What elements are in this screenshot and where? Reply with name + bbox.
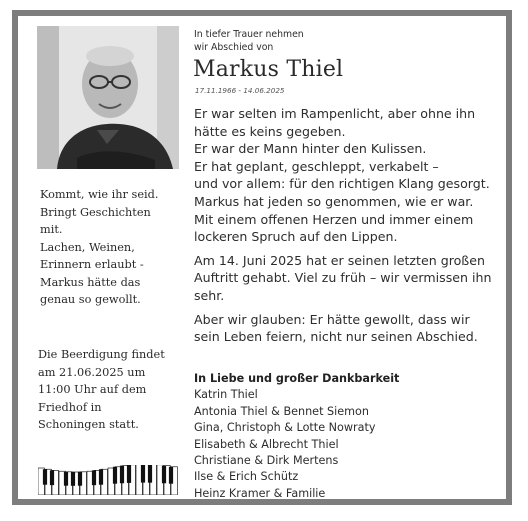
quote-line: Erinnern erlaubt - — [40, 258, 144, 271]
black-key — [78, 472, 82, 486]
intro-text — [194, 28, 304, 54]
deceased-name: Markus Thiel — [193, 57, 344, 82]
funeral-line: 11:00 Uhr auf dem — [38, 383, 147, 396]
body-line: Er war selten im Rampenlicht, aber ohne ihn — [194, 106, 476, 121]
black-key — [50, 470, 54, 485]
black-key — [99, 469, 103, 484]
black-key — [120, 466, 124, 484]
funeral-line: am 21.06.2025 um — [38, 365, 146, 379]
funeral-line: Friedhof in — [38, 400, 102, 414]
black-key — [43, 469, 47, 484]
funeral-line: Die Beerdigung findet — [38, 348, 165, 361]
quote-line: Bringt Geschichten — [40, 205, 151, 219]
black-key — [162, 466, 166, 484]
mourner-item: Elisabeth & Albrecht Thiel — [194, 437, 339, 451]
intro-line: In tiefer Trauer nehmen — [194, 29, 304, 40]
obituary-frame — [12, 10, 512, 505]
quote-line: Lachen, Weinen, — [40, 240, 135, 254]
body-line: Auftritt gehabt. Viel zu früh – wir vermissen ihn — [194, 270, 492, 286]
life-dates: 17.11.1966 - 14.06.2025 — [195, 86, 285, 95]
mourner-item: Christiane & Dirk Mertens — [194, 454, 339, 468]
mourner-item: Gina, Christoph & Lotte Nowraty — [194, 421, 376, 435]
funeral-line: Schoningen statt. — [38, 418, 139, 431]
body-line: sein Leben feiern, nicht nur seinen Abschied. — [194, 329, 478, 345]
black-key — [148, 465, 152, 483]
intro-line: wir Abschied von — [194, 42, 274, 53]
black-key — [92, 470, 96, 485]
black-key — [64, 472, 68, 486]
body-line: Er hat geplant, geschleppt, verkabelt – — [194, 158, 439, 174]
quote-line: Kommt, wie ihr seid. — [40, 188, 159, 201]
funeral-notice — [38, 346, 183, 434]
mourner-item: Antonia Thiel & Bennet Siemon — [194, 404, 369, 418]
black-key — [113, 467, 117, 484]
piano-keys-icon — [38, 465, 178, 495]
body-line: und vor allem: für den richtigen Klang gesorgt. — [194, 176, 490, 192]
body-line: sehr. — [194, 287, 225, 303]
quote-line: Markus hätte das — [40, 275, 141, 289]
mourner-item: Ilse & Erich Schütz — [194, 470, 299, 484]
memorial-quote — [40, 186, 180, 309]
body-line: Er war der Mann hinter den Kulissen. — [194, 141, 427, 157]
body-paragraph — [194, 311, 509, 346]
mourner-item: Heinz Kramer & Familie — [194, 486, 326, 500]
mourner-item: Katrin Thiel — [194, 388, 258, 402]
portrait-illustration — [37, 26, 179, 169]
body-paragraph — [194, 252, 509, 305]
obituary-body — [194, 105, 509, 352]
thanks-heading: In Liebe und großer Dankbarkeit — [194, 372, 400, 385]
body-line: lockeren Spruch auf den Lippen. — [194, 229, 398, 245]
mourners-list — [194, 371, 399, 502]
quote-line: genau so gewollt. — [40, 293, 141, 306]
black-key — [141, 465, 145, 483]
black-key — [127, 465, 131, 483]
body-paragraph — [194, 105, 509, 246]
black-key — [71, 472, 75, 486]
portrait-photo — [37, 26, 179, 169]
quote-line: mit. — [40, 223, 63, 236]
body-line: Mit einem offenen Herzen und immer einem — [194, 211, 474, 227]
body-line: Am 14. Juni 2025 hat er seinen letzten großen — [194, 252, 485, 268]
black-key — [169, 467, 173, 484]
body-line: Markus hat jeden so genommen, wie er war. — [194, 193, 474, 209]
body-line: hätte es keins gegeben. — [194, 123, 346, 139]
body-line: Aber wir glauben: Er hätte gewollt, dass wir — [194, 311, 470, 327]
